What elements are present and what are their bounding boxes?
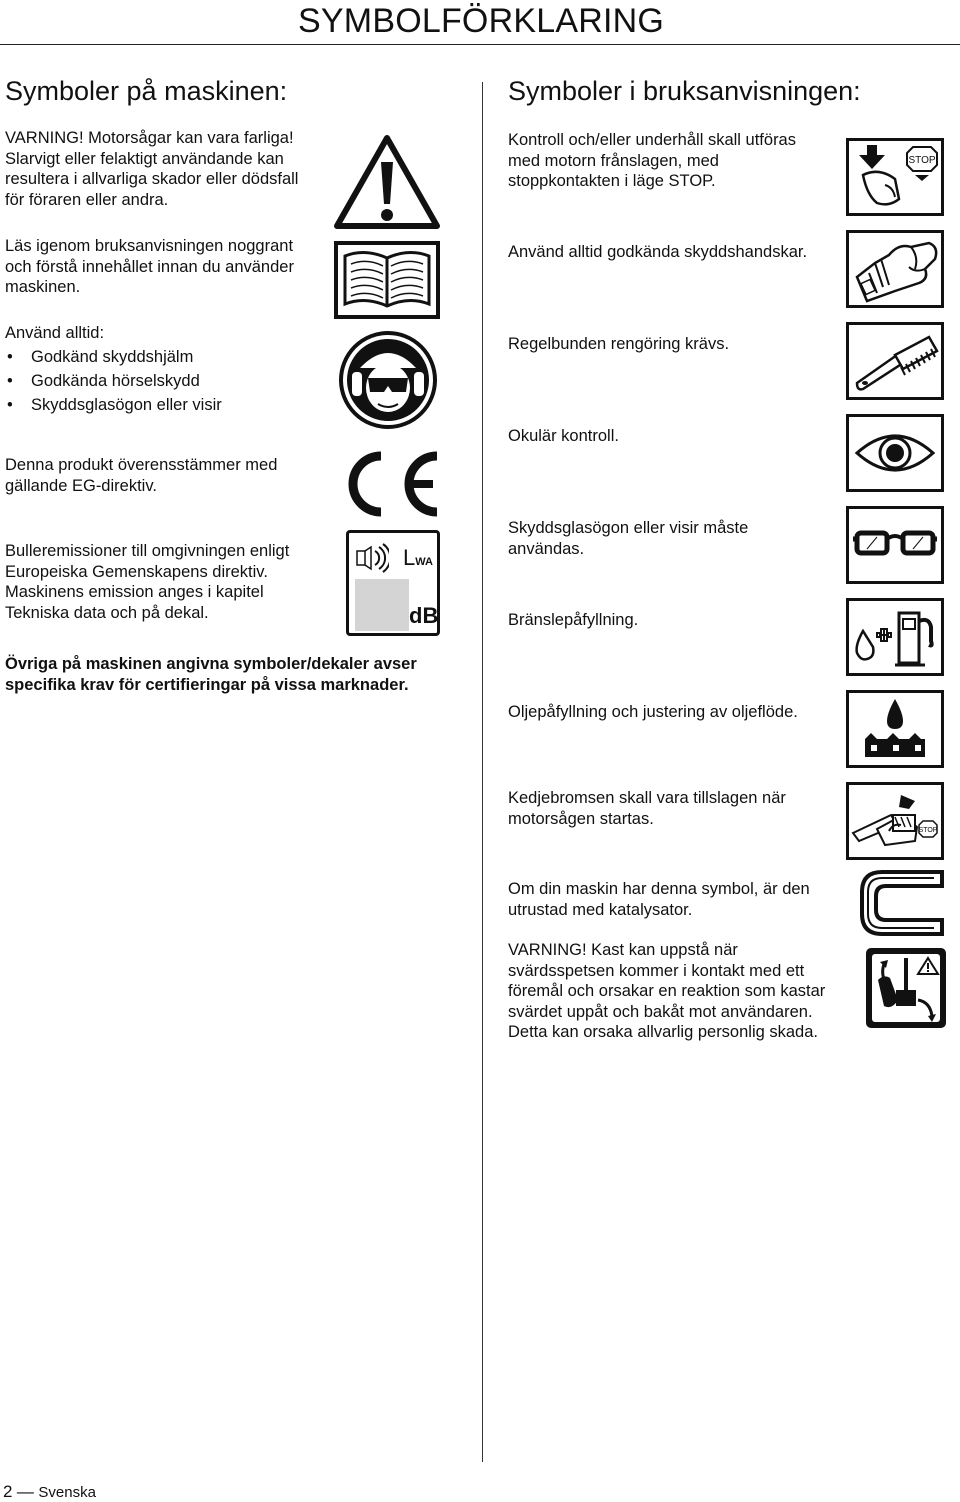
text-line: för föraren eller andra. (5, 190, 169, 209)
text-line: specifika krav för certifieringar på vissa marknader. (5, 675, 409, 694)
text-line: maskinen. (5, 278, 81, 296)
fuel-pump-icon (846, 598, 944, 676)
lwa-label (403, 545, 433, 571)
text-line: Maskinens emission anges i kapitel (5, 583, 264, 601)
right-heading: Symboler i bruksanvisningen: (508, 76, 861, 106)
text-line: stoppkontakten i läge STOP. (508, 172, 716, 190)
text-line: motorsågen startas. (508, 809, 654, 828)
text-line: VARNING! Kast kan uppstå när (508, 941, 738, 959)
text-line: Om din maskin har denna symbol, är den (508, 880, 810, 898)
noise-label (346, 530, 440, 636)
ppe-text (5, 323, 222, 419)
text-line: svärdsspetsen kommer i kontakt med ett (508, 961, 805, 980)
left-heading: Symboler på maskinen: (5, 76, 288, 106)
text-line: resultera i allvarliga skador eller dödsfall (5, 170, 299, 188)
stop-label: STOP (908, 155, 936, 166)
text-line: Läs igenom bruksanvisningen noggrant (5, 237, 294, 255)
kickback-icon (866, 948, 946, 1028)
lwa-l: L (403, 545, 416, 570)
book-icon (333, 240, 441, 320)
footer-dash: — (16, 1482, 34, 1501)
text-line: användas. (508, 539, 585, 558)
page-footer (3, 1482, 96, 1502)
warning-text (5, 128, 298, 210)
visual-inspection-text: Okulär kontroll. (508, 427, 619, 445)
warning-triangle-icon (333, 132, 441, 232)
catalytic-converter-icon (858, 868, 946, 938)
maintenance-stop-icon (846, 138, 944, 216)
oil-text: Oljepåfyllning och justering av oljeflöde. (508, 703, 798, 721)
title-divider (0, 44, 960, 45)
ppe-item-ear-protection: • Godkända hörselskydd (5, 371, 222, 392)
eye-icon (846, 414, 944, 492)
speaker-icon (355, 541, 389, 575)
kickback-warning-text (508, 940, 825, 1043)
glasses-text (508, 518, 748, 559)
lwa-sub: WA (415, 556, 433, 568)
stop-text (508, 130, 796, 192)
other-symbols-text (5, 654, 417, 695)
text-line: Kontroll och/eller underhåll skall utföras (508, 131, 796, 149)
manual-text (5, 236, 294, 298)
gloves-icon (846, 230, 944, 308)
text-line: föremål och orsakar en reaktion som kastar (508, 982, 826, 1000)
always-use-label: Använd alltid: (5, 324, 105, 342)
text-line: gällande EG-direktiv. (5, 476, 157, 495)
text-line: Denna produkt överensstämmer med (5, 456, 278, 474)
text-line: Slarvigt eller felaktigt användande kan (5, 149, 284, 168)
page-title: SYMBOLFÖRKLARING (298, 2, 664, 40)
safety-glasses-icon (846, 506, 944, 584)
brush-icon (846, 322, 944, 400)
noise-value-box (355, 579, 409, 631)
footer-language: Svenska (38, 1484, 96, 1501)
ce-text (5, 455, 277, 496)
db-label: dB (409, 603, 439, 628)
text-line: Europeiska Gemenskapens direktiv. (5, 562, 268, 581)
brake-stop-label: STOP (918, 827, 938, 834)
text-line: Bulleremissioner till omgivningen enligt (5, 542, 290, 560)
ppe-item-eye-protection: • Skyddsglasögon eller visir (5, 395, 222, 416)
text-line: med motorn frånslagen, med (508, 151, 719, 170)
text-line: svärdet uppåt och bakåt mot användaren. (508, 1002, 813, 1021)
catalyst-text (508, 879, 810, 920)
text-line: och förstå innehållet innan du använder (5, 257, 294, 276)
gloves-text: Använd alltid godkända skyddshandskar. (508, 243, 808, 261)
text-line: Detta kan orsaka allvarlig personlig skada. (508, 1023, 818, 1041)
chain-brake-text (508, 788, 786, 829)
ce-mark-icon (333, 448, 443, 520)
fuel-text: Bränslepåfyllning. (508, 611, 639, 629)
helmet-ear-eye-protection-icon (338, 330, 438, 430)
noise-text (5, 541, 289, 623)
text-line: Tekniska data och på dekal. (5, 603, 209, 622)
ppe-item-helmet: • Godkänd skyddshjälm (5, 347, 222, 368)
text-line: Skyddsglasögon eller visir måste (508, 519, 749, 537)
text-line: Övriga på maskinen angivna symboler/dekaler avser (5, 655, 417, 673)
text-line: VARNING! Motorsågar kan vara farliga! (5, 129, 294, 147)
text-line: Kedjebromsen skall vara tillslagen när (508, 789, 786, 807)
page-number: 2 (3, 1482, 13, 1501)
oil-chain-icon (846, 690, 944, 768)
text-line: utrustad med katalysator. (508, 900, 693, 919)
column-divider (482, 82, 483, 1462)
chain-brake-icon (846, 782, 944, 860)
cleaning-text: Regelbunden rengöring krävs. (508, 335, 730, 353)
